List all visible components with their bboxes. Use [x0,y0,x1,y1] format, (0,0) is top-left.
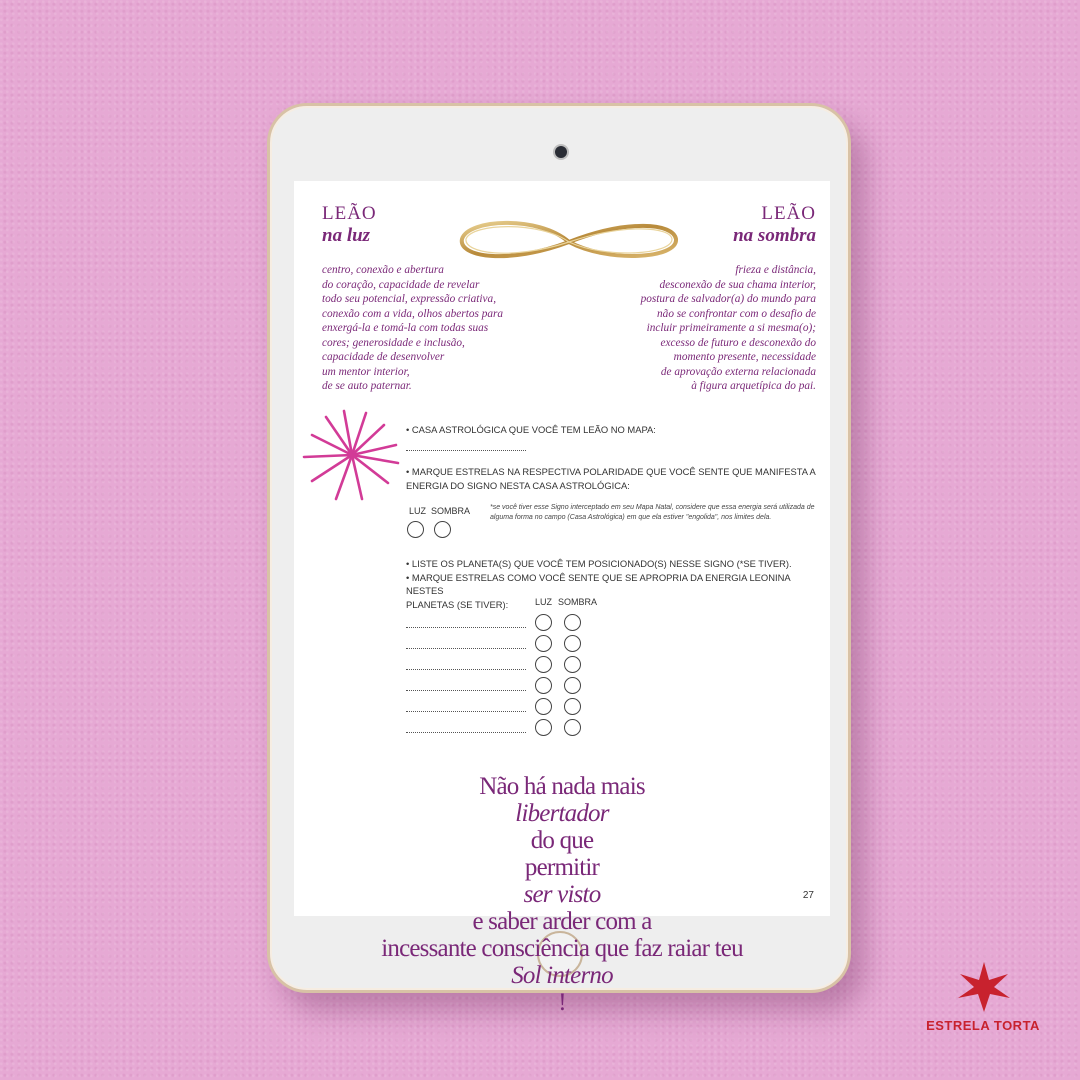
brand-name: ESTRELA TORTA [926,1018,1040,1033]
planet-line[interactable] [406,648,526,649]
question-polarity: • MARQUE ESTRELAS NA RESPECTIVA POLARIDADE QUE VOCÊ SENTE QUE MANIFESTA A ENERGIA DO SIGNO NESTA CASA ASTROLÓGICA: [406,466,816,491]
planet-sombra-circle[interactable] [564,635,581,652]
ebook-page [294,181,830,1016]
planet-luz-circle[interactable] [535,698,552,715]
question-house: • CASA ASTROLÓGICA QUE VOCÊ TEM LEÃO NO MAPA: [406,424,656,435]
planets-luz-label: LUZ [535,597,553,607]
camera-lens [555,146,567,158]
luz-circle-house[interactable] [407,521,424,538]
sombra-circle-house[interactable] [434,521,451,538]
planet-luz-circle[interactable] [535,614,552,631]
left-sign: LEÃO [322,203,377,224]
planet-luz-circle[interactable] [535,656,552,673]
planet-line[interactable] [406,627,526,628]
planet-line[interactable] [406,711,526,712]
infinity-icon [458,217,680,267]
planet-line[interactable] [406,732,526,733]
estrela-torta-star-icon [918,958,1048,1014]
right-sign: LEÃO [761,203,816,224]
planet-sombra-circle[interactable] [564,719,581,736]
planet-line[interactable] [406,690,526,691]
planet-line[interactable] [406,669,526,670]
left-heading [322,203,377,247]
planet-luz-circle[interactable] [535,635,552,652]
closing-quote: Não há nada mais libertador do que permitir ser visto e saber arder com a incessante consciência que faz raiar teu Sol interno ! [381,773,743,1016]
sombra-label: SOMBRA [431,506,471,516]
light-description: centro, conexão e abertura do coração, capacidade de revelar todo seu potencial, expressão criativa, conexão com a vida, olhos abertos para enxergá-la e tomá-la com todas suas cores; generosidade e inclusão, capacidade de desenvolver um mentor interior, de se auto paternar. [322,264,504,392]
star-burst-icon [302,407,402,503]
question-planets: • LISTE OS PLANETA(S) QUE VOCÊ TEM POSICIONADO(S) NESSE SIGNO (*SE TIVER). • MARQUE ESTRELAS COMO VOCÊ SENTE QUE SE APROPRIA DA ENERGIA LEONINA NESTES PLANETAS (SE TIVER): [406,558,792,610]
interception-note: *se você tiver esse Signo interceptado em seu Mapa Natal, considere que essa energia será utilizada de alguma forma no campo (Casa Astrológica) em que ela estiver "engolida", nos limites dela. [490,504,815,521]
planet-luz-circle[interactable] [535,719,552,736]
planet-sombra-circle[interactable] [564,656,581,673]
right-heading [733,203,816,247]
planets-sombra-label: SOMBRA [558,597,598,607]
planet-luz-circle[interactable] [535,677,552,694]
shadow-description: frieza e distância, desconexão de sua chama interior, postura de salvador(a) do mundo para não se confrontar com o desafio de incluir primeiramente a si mesma(o); excesso de futuro e desconexão do momento presente, necessidade de aprovação externa relacionada à figura arquetípica do pai. [640,264,816,392]
page-number: 27 [802,890,814,901]
right-aspect: na sombra [733,225,816,246]
luz-label: LUZ [409,506,427,516]
left-aspect: na luz [322,225,371,246]
planet-sombra-circle[interactable] [564,614,581,631]
planet-sombra-circle[interactable] [564,698,581,715]
answer-line-house[interactable] [406,450,526,451]
planet-sombra-circle[interactable] [564,677,581,694]
